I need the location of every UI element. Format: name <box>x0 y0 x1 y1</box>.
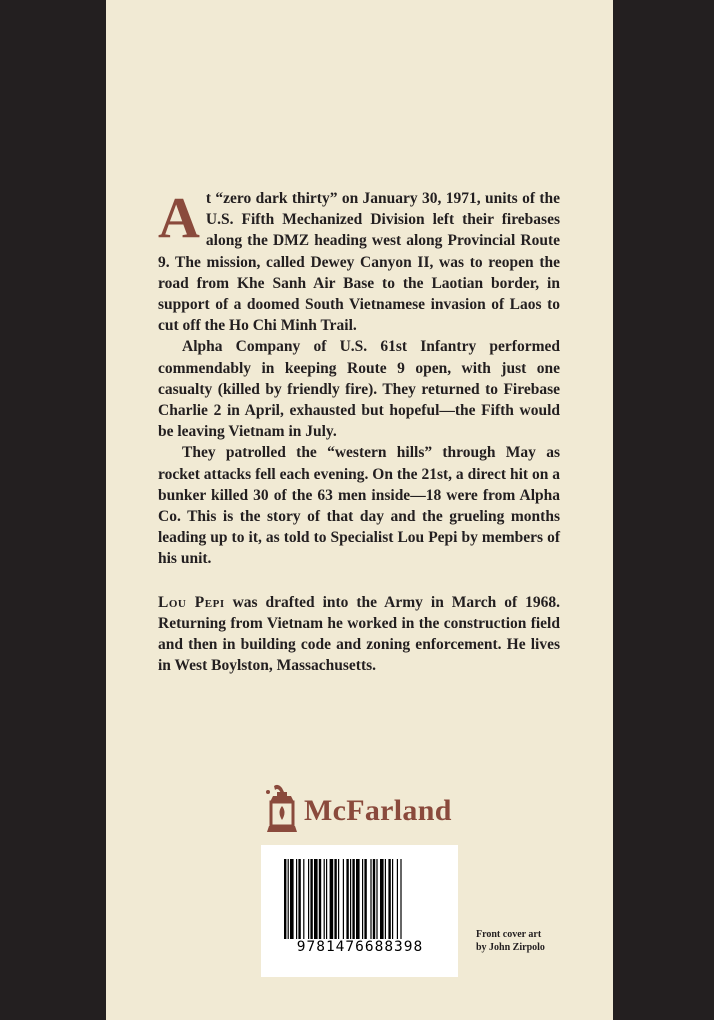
lantern-icon <box>264 784 300 836</box>
barcode-bar <box>350 859 351 939</box>
barcode-bar <box>284 859 286 939</box>
barcode-bar <box>388 859 390 939</box>
author-name: Lou Pepi <box>158 593 225 611</box>
barcode <box>261 845 458 977</box>
barcode-bar <box>290 859 294 939</box>
barcode-bar <box>298 859 300 939</box>
barcode-bar <box>343 859 344 939</box>
author-bio <box>158 592 560 677</box>
credit-line-1: Front cover art <box>476 929 542 940</box>
drop-cap: A <box>158 185 200 250</box>
back-cover <box>106 0 613 1020</box>
barcode-bar <box>310 859 312 939</box>
barcode-bar <box>356 859 360 939</box>
barcode-bar <box>373 859 375 939</box>
cover-art-credit <box>476 928 576 954</box>
barcode-bars <box>284 859 436 939</box>
barcode-bar <box>400 859 401 939</box>
barcode-bar <box>385 859 386 939</box>
barcode-bar <box>326 859 327 939</box>
barcode-bar <box>380 859 384 939</box>
barcode-bar <box>362 859 363 939</box>
blurb-paragraph-1-text: t “zero dark thirty” on January 30, 1971, units of the U.S. Fifth Mechanized Division left their firebases along the DMZ heading west along Provincial Route 9. The mission, called Dewey Canyon II, was to reopen the road from Khe Sanh Air Base to the Laotian border, in support of a doomed South Vietnamese invasion of Laos to cut off the Ho Chi Minh Trail. <box>158 190 560 335</box>
author-bio-text: was drafted into the Army in March of 1968. Returning from Vietnam he worked in the construction field and then in building code and zoning enforcement. He lives in West Boylston, Massachusetts. <box>158 593 560 675</box>
publisher-name: McFarland <box>304 794 452 827</box>
blurb-paragraph-2: Alpha Company of U.S. 61st Infantry performed commendably in keeping Route 9 open, with just one casualty (killed by friendly fire). They returned to Firebase Charlie 2 in April, exhausted but hopeful—the Fifth would be leaving Vietnam in July. <box>158 338 560 441</box>
barcode-bar <box>397 859 398 939</box>
publisher-logo <box>264 784 464 836</box>
barcode-bar <box>296 859 297 939</box>
barcode-bar <box>392 859 393 939</box>
barcode-bar <box>308 859 309 939</box>
isbn-number: 9781476688398 <box>296 939 424 955</box>
barcode-bar <box>314 859 318 939</box>
blurb <box>158 185 560 676</box>
barcode-bar <box>376 859 377 939</box>
barcode-bar <box>352 859 354 939</box>
blurb-paragraph-1 <box>158 185 560 336</box>
barcode-bar <box>319 859 321 939</box>
barcode-bar <box>364 859 366 939</box>
barcode-bar <box>370 859 371 939</box>
barcode-bar <box>330 859 334 939</box>
barcode-bar <box>346 859 348 939</box>
barcode-bar <box>303 859 304 939</box>
barcode-bar <box>334 859 336 939</box>
credit-line-2: by John Zirpolo <box>476 942 545 953</box>
blurb-paragraph-3: They patrolled the “western hills” through May as rocket attacks fell each evening. On the 21st, a direct hit on a bunker killed 30 of the 63 men inside—18 were from Alpha Co. This is the story of that day and the grueling months leading up to it, as told to Specialist Lou Pepi by members of his unit. <box>158 444 560 568</box>
barcode-bar <box>338 859 339 939</box>
barcode-bar <box>324 859 325 939</box>
barcode-bar <box>288 859 289 939</box>
